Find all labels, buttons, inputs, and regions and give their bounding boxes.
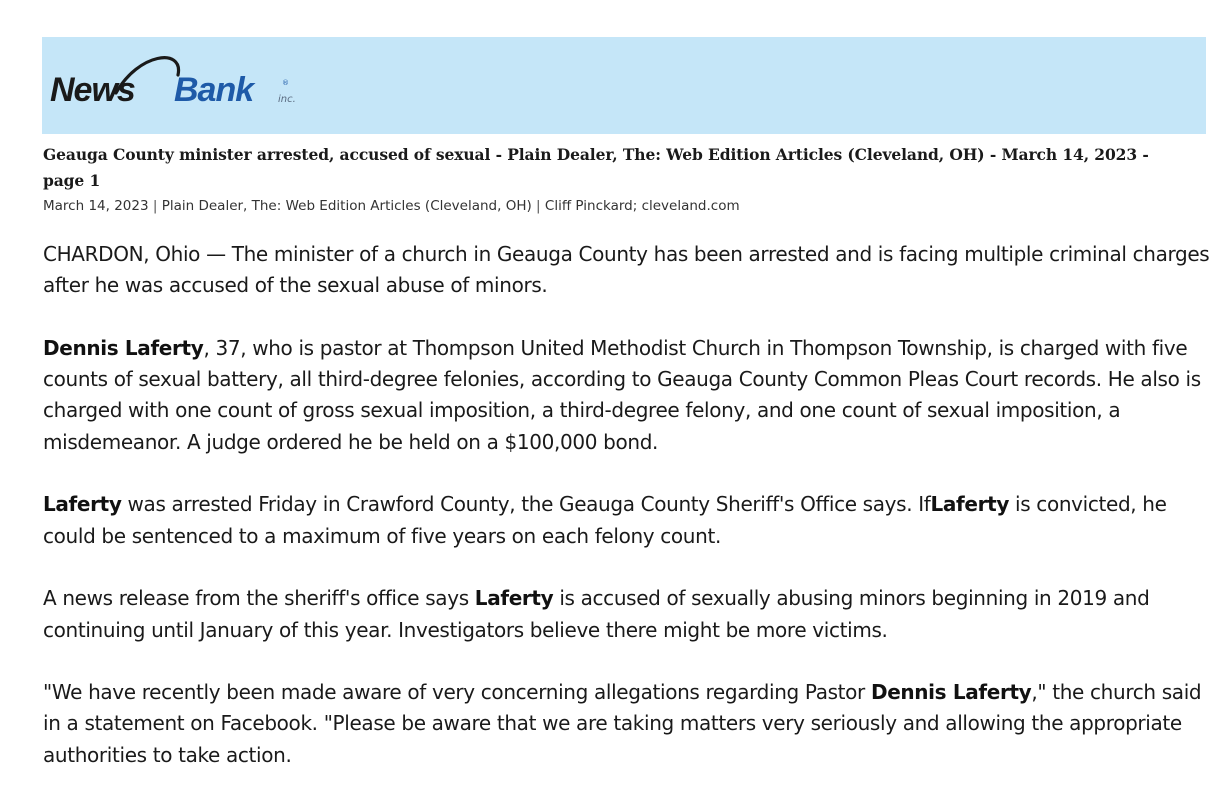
highlighted-name: Dennis Laferty [43, 335, 204, 360]
newsbank-logo[interactable] [46, 49, 316, 115]
paragraph-text: A news release from the sheriff's office says [43, 586, 475, 611]
meta-separator: | [531, 198, 545, 214]
paragraph-text: ," the church said in a statement on Facebook. "Please be aware that we are taking matters very seriously and allowing the appropriate authorities to take action. [43, 680, 1202, 767]
highlighted-name: Laferty [474, 586, 554, 611]
article-meta [43, 197, 1193, 215]
highlighted-name: Laferty [930, 492, 1010, 517]
meta-separator: | [148, 198, 162, 214]
logo-text-bank: Bank [174, 71, 254, 109]
logo-registered-mark: ® [282, 79, 289, 87]
highlighted-name: Laferty [43, 492, 122, 517]
article-paragraph-3 [43, 489, 1211, 552]
article-byline: Cliff Pinckard; cleveland.com [544, 198, 740, 214]
article-headline: Geauga County minister arrested, accused of sexual - Plain Dealer, The: Web Edition Articles (Cleveland, OH) - March 14, 2023 - page 1 [43, 145, 1149, 190]
article-paragraph-2 [43, 333, 1211, 458]
article-date: March 14, 2023 [43, 198, 149, 214]
paragraph-text: CHARDON, Ohio — The minister of a church in Geauga County has been arrested and is facing multiple criminal charges after he was accused of the sexual abuse of minors. [43, 242, 1210, 298]
article-paragraph-4 [43, 583, 1211, 646]
logo-text-news: News [50, 71, 135, 109]
logo-text-inc: inc. [278, 94, 296, 105]
newsbank-header-banner [42, 37, 1206, 134]
paragraph-text: was arrested Friday in Crawford County, the Geauga County Sheriff's Office says. If [121, 492, 931, 517]
article-paragraph-1 [43, 239, 1211, 302]
paragraph-text: "We have recently been made aware of very concerning allegations regarding Pastor [43, 680, 871, 705]
paragraph-text: is accused of sexually abusing minors beginning in 2019 and continuing until January of this year. Investigators believe there might be more victims. [43, 586, 1150, 642]
paragraph-text: , 37, who is pastor at Thompson United Methodist Church in Thompson Township, is charged with five counts of sexual battery, all third-degree felonies, according to Geauga County Common Pleas Court records. He also is charged with one count of gross sexual imposition, a third-degree felony, and one count of sexual imposition, a misdemeanor. A judge ordered he be held on a $100,000 bond. [43, 335, 1201, 454]
paragraph-text: is convicted, he could be sentenced to a maximum of five years on each felony count. [43, 492, 1167, 548]
highlighted-name: Dennis Laferty [870, 680, 1032, 705]
article-body [43, 239, 1211, 802]
article-paragraph-5 [43, 677, 1211, 771]
article-source: Plain Dealer, The: Web Edition Articles (Cleveland, OH) [161, 198, 532, 214]
